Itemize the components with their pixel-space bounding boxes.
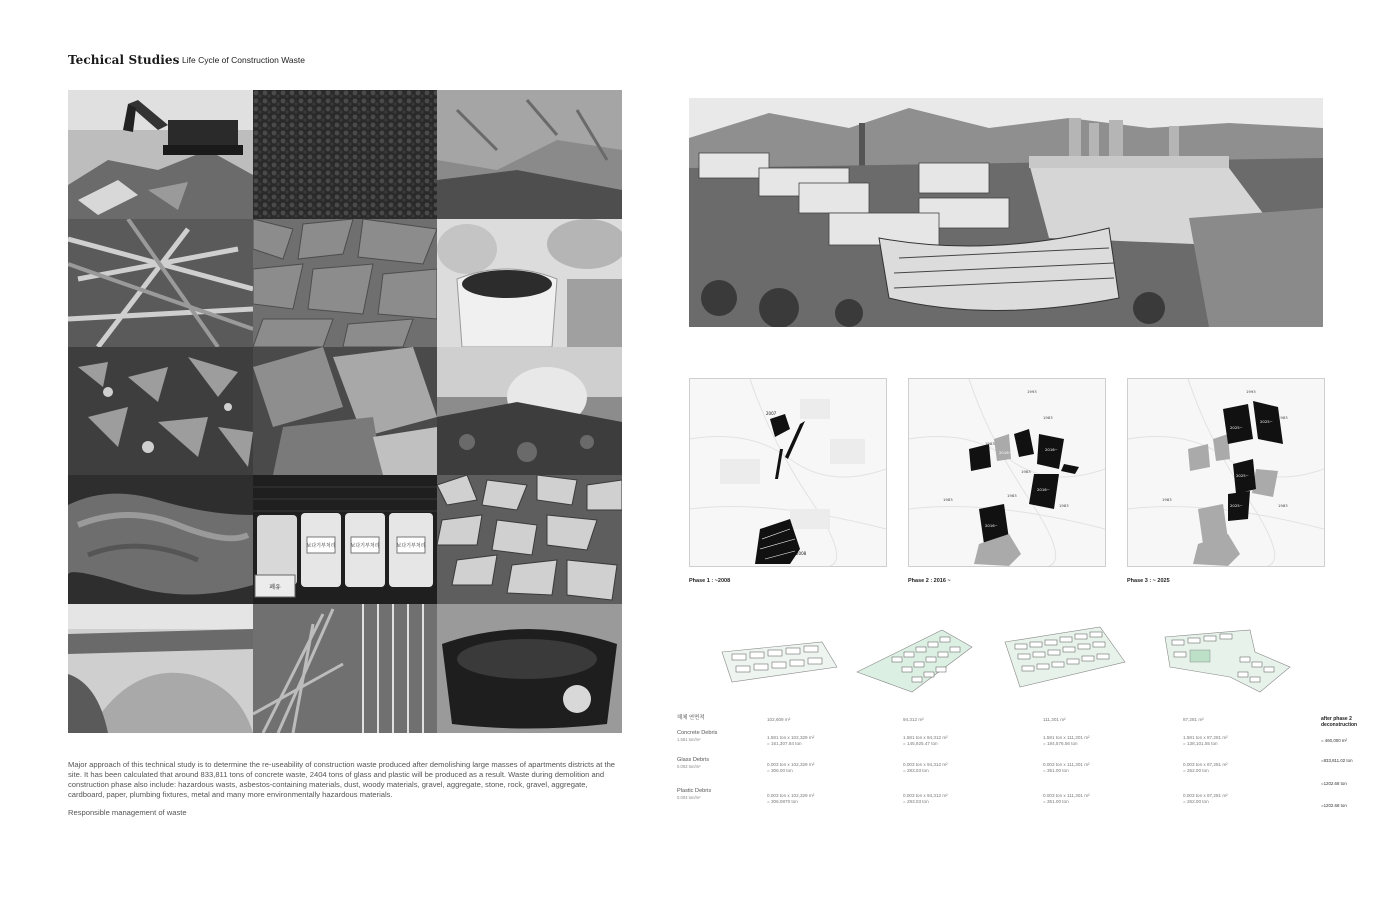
phase3-year-8: 1983 <box>1278 415 1288 420</box>
phase3-year-7: 1983 <box>1278 503 1288 508</box>
phase1-year-2008: 2008 <box>796 551 807 556</box>
page-subtitle: Life Cycle of Construction Waste <box>182 55 305 65</box>
phase2-year-7: 2016~ <box>985 523 998 528</box>
photo-stacked-boards <box>253 604 437 733</box>
plastic-cell-2: 0.003 ton x 94,312 m² = 283.03 ton <box>903 793 948 804</box>
concrete-cell-4: 1.581 ton x 87,281 m² = 138,101.55 ton <box>1183 735 1228 746</box>
container-label-2: 보다기부처리 <box>350 543 380 549</box>
row-label: Concrete Debris <box>677 730 718 736</box>
phase2-year-3: 1983 <box>985 441 995 446</box>
photo-tile-fragments <box>437 475 622 604</box>
phase2-year-5: 2016~ <box>1045 447 1058 452</box>
row-concrete <box>677 731 717 742</box>
phase3-year-6: 1983 <box>1162 497 1172 502</box>
total-plastic: =1202.68 ton <box>1321 803 1347 808</box>
photo-soil-mound <box>68 604 253 733</box>
phase2-year-6: 2016~ <box>1037 487 1050 492</box>
photo-broken-glass-shards <box>253 219 437 347</box>
phase2-year-2: 1983 <box>1043 415 1053 420</box>
total-area: = 460,000 m² <box>1321 738 1347 743</box>
row-factor: 1.581 ton/m² <box>677 736 701 742</box>
phase-3-map <box>1127 378 1325 567</box>
plastic-cell-4: 0.003 ton x 87,281 m² = 262.00 ton <box>1183 793 1228 804</box>
phase2-year-4: 2016~ <box>999 450 1012 455</box>
phase-3-label: Phase 3 : ~ 2025 <box>1127 578 1170 584</box>
photo-sacks-of-waste <box>437 219 622 347</box>
glass-cell-3: 0.003 ton x 111,301 m² = 351.00 ton <box>1043 762 1090 773</box>
photo-paper-bags <box>253 347 437 475</box>
row-factor: 0.003 ton/m² <box>677 763 701 769</box>
concrete-cell-3: 1.581 ton x 111,301 m² = 184,576.56 ton <box>1043 735 1090 746</box>
phase-1-label: Phase 1 : ~2008 <box>689 578 731 584</box>
area-1: 102,609 m² <box>767 717 791 722</box>
phase3-year-1: 1993 <box>1246 389 1256 394</box>
phase-1-map <box>689 378 887 567</box>
row-glass <box>677 758 709 769</box>
photo-crushed-aggregate <box>253 90 437 219</box>
concrete-cell-1: 1.581 ton x 102,329 m² = 161,307.84 ton <box>767 735 815 746</box>
phase2-year-10: 1983 <box>943 497 953 502</box>
study-caption: Responsible management of waste <box>68 808 187 817</box>
axo-plan-3 <box>1000 622 1140 700</box>
plastic-cell-3: 0.003 ton x 111,301 m² = 351.00 ton <box>1043 793 1090 804</box>
after-phase-label: after phase 2 deconstruction <box>1321 716 1358 728</box>
photo-burning-debris <box>437 347 622 475</box>
row-label: Glass Debris <box>677 757 710 763</box>
area-2: 94,312 m² <box>903 717 924 722</box>
phase2-year-1: 1993 <box>1027 389 1037 394</box>
row-factor: 0.003 ton/m² <box>677 794 701 800</box>
concrete-cell-2: 1.581 ton x 94,312 m² = 145,925.47 ton <box>903 735 948 746</box>
glass-cell-4: 0.003 ton x 87,281 m² = 262.00 ton <box>1183 762 1228 773</box>
photo-rocky-slope <box>437 90 622 219</box>
phase3-year-4: 2025~ <box>1236 473 1249 478</box>
table-header-label: 해체 연면적 <box>677 715 705 721</box>
plastic-cell-1: 0.003 ton x 102,329 m² = 306.0870 ton <box>767 793 815 804</box>
photo-metal-basin <box>437 604 622 733</box>
container-label-1: 보다기부처리 <box>306 543 336 549</box>
total-glass: =1202.68 ton <box>1321 781 1347 786</box>
phase-2-label: Phase 2 : 2016 ~ <box>908 578 951 584</box>
area-4: 87,281 m² <box>1183 717 1204 722</box>
study-description: Major approach of this technical study is to determine the re-useability of construction waste produced after demolishing large masses of apartments districts at the site. It has been calculated that around 833,811 tons of concrete waste, 2404 tons of glass and plastic will be produced as a result. Waste during demolition and construction phase also include: hazardous wasts, asbestos-containing materials, dust, woody materials, gravel, aggregate, stone, rock, gravel, aggregate, cardboard, paper, plumbing fixtures, metal and many more environmentally hazardous materials. <box>68 760 616 799</box>
site-panorama-photo <box>689 98 1323 327</box>
glass-cell-1: 0.003 ton x 102,329 m² = 306.00 ton <box>767 762 815 773</box>
container-label-3: 보다기부처리 <box>396 543 426 549</box>
waste-photo-grid <box>68 90 622 733</box>
phase2-year-9: 1983 <box>1007 493 1017 498</box>
row-plastic <box>677 789 711 800</box>
phase1-year-2007: 2007 <box>766 411 777 416</box>
axo-plan-2 <box>852 622 992 700</box>
container-label-4: 폐유 <box>269 584 281 591</box>
phase2-year-11: 1983 <box>1059 503 1069 508</box>
photo-timber-scraps <box>68 219 253 347</box>
photo-chemical-containers <box>253 475 437 604</box>
photo-mixed-rubble <box>68 347 253 475</box>
row-label: Plastic Debris <box>677 788 712 794</box>
phase2-year-8: 1983 <box>1021 469 1031 474</box>
phase3-year-3: 2025~ <box>1260 419 1273 424</box>
axo-plan-4 <box>1160 622 1300 700</box>
photo-insulation-wool <box>68 475 253 604</box>
phase-2-map <box>908 378 1106 567</box>
total-concrete: =833,811.02 ton <box>1321 758 1353 763</box>
page-title: Techical Studies <box>68 53 180 67</box>
phase3-year-5: 2025~ <box>1230 503 1243 508</box>
area-3: 111,301 m² <box>1043 717 1066 722</box>
axo-plan-1 <box>712 622 852 700</box>
phase3-year-2: 2025~ <box>1230 425 1243 430</box>
glass-cell-2: 0.003 ton x 94,312 m² = 283.03 ton <box>903 762 948 773</box>
photo-excavator-demolition <box>68 90 253 219</box>
